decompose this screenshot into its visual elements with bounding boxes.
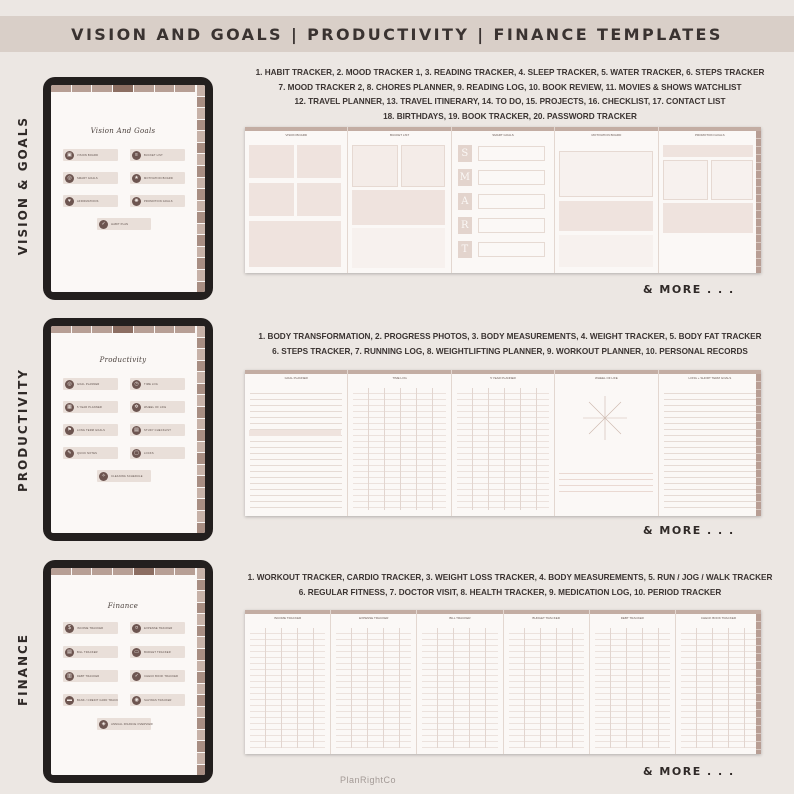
menu-button[interactable]: ✺ PROMOTION GOALS [130,195,185,207]
page-preview: INCOME TRACKER [245,610,331,754]
menu-button[interactable]: ▥ DEBT TRACKER [63,670,118,682]
menu-button[interactable]: ▣ VISION BOARD [63,149,118,161]
tablet-vision [43,77,213,300]
wheel-of-life-chart [581,394,629,442]
menu-button[interactable]: ★ MOTIVATION BOARD [130,172,185,184]
book-icon: ▤ [132,426,141,435]
menu-button[interactable]: ✲ WHEEL OF LIFE [130,401,185,413]
side-tabs[interactable] [197,85,205,292]
menu-button[interactable]: ▬ BANK / CREDIT CARD TRACK [63,694,118,706]
menu-button[interactable]: ▦ 5 YEAR PLANNER [63,401,118,413]
section-productivity [0,312,794,552]
side-label-productivity: PRODUCTIVITY [16,367,30,493]
page-preview: SMART GOALS S M A R T [452,127,555,273]
top-banner [0,16,794,52]
menu-button[interactable]: ♥ AFFIRMATIONS [63,195,118,207]
tablet-screen [51,326,205,533]
menu-button[interactable]: ▢ LOCKS [130,447,185,459]
top-tabs[interactable] [51,85,195,92]
menu-button[interactable]: ◈ ANNUAL FINANCE OVERVIEW [97,718,151,730]
page-preview: TIME LOG [348,370,451,516]
tablet-productivity [43,318,213,541]
list-icon: ≡ [132,151,141,160]
page-preview: MOTIVATION BOARD [555,127,658,273]
screen-title: Productivity [99,356,147,364]
side-label-finance: FINANCE [16,633,30,707]
chart-icon: ▥ [65,672,74,681]
menu-button[interactable]: ¤ EXPENSE TRACKER [130,622,185,634]
template-list-productivity: 1. BODY TRANSFORMATION, 2. PROGRESS PHOTOS, 3. BODY MEASUREMENTS, 4. WEIGHT TRACKER, 5. BODY FAT TRACKER 6. STEPS TRACKER, 7. RUNNING LOG, 8. WEIGHTLIFTING PLANNER, 9. WORKOUT PLANNER, 10. PERSONAL RECORDS [258,332,762,356]
menu-button[interactable]: ✧ CLEANING SCHEDULE [97,470,151,482]
menu-button[interactable]: ▤ BILL TRACKER [63,646,118,658]
cart-icon: ¤ [132,624,141,633]
tablet-screen [51,568,205,775]
top-tabs[interactable] [51,326,195,333]
check-icon: ✓ [99,220,108,229]
page-preview: BUCKET LIST [348,127,451,273]
template-list-vision: 1. HABIT TRACKER, 2. MOOD TRACKER 1, 3. READING TRACKER, 4. SLEEP TRACKER, 5. WATER TRACKER, 6. STEPS TRACKER 7. MOOD TRACKER 2, 8. CHORES PLANNER, 9. READING LOG, 10. BOOK REVIEW, 11. MOVIES & SHOWS WATCHLIST 12. TRAVEL PLANNER, 13. TRAVEL ITINERARY, 14. TO DO, 15. PROJECTS, 16. CHECKLIST, 17. CONTACT LIST 18. BIRTHDAYS, 19. BOOK TRACKER, 20. PASSWORD TRACKER [255,68,765,121]
menu-button[interactable]: ▭ BUDGET TRACKER [130,646,185,658]
receipt-icon: ▤ [65,648,74,657]
page-strip-finance [245,610,761,754]
tablet-finance [43,560,213,783]
side-tabs[interactable] [197,568,205,775]
calendar-icon: ▦ [65,403,74,412]
more-label: & MORE . . . [643,765,735,778]
brand-watermark: PlanRightCo [340,775,397,785]
more-label: & MORE . . . [643,524,735,537]
template-list-finance: 1. WORKOUT TRACKER, CARDIO TRACKER, 3. WEIGHT LOSS TRACKER, 4. BODY MEASUREMENTS, 5. RUN / JOG / WALK TRACKER 6. REGULAR FITNESS, 7. DOCTOR VISIT, 8. HEALTH TRACKER, 9. MEDICATION LOG, 10. PERIOD TRACKER [247,573,773,597]
card-icon: ▬ [67,697,72,703]
overview-icon: ◈ [99,720,108,729]
menu-button[interactable]: ◎ GOAL PLANNER [63,378,118,390]
page-preview: GOAL PLANNER [245,370,348,516]
screen-title: Finance [107,602,139,610]
more-label: & MORE . . . [643,283,735,296]
wallet-icon: ▭ [132,648,141,657]
heart-icon: ♥ [65,197,74,206]
page-preview: EXPENSE TRACKER [331,610,417,754]
menu-button[interactable]: ▤ STUDY CHECKLIST [130,424,185,436]
coins-icon: $ [65,624,74,633]
clock-icon: ◷ [132,380,141,389]
page-preview: VISION BOARD [245,127,348,273]
screen-title: Vision And Goals [90,127,156,135]
page-preview: BILL TRACKER [417,610,503,754]
target-icon: ◎ [65,174,74,183]
side-label-vision: VISION & GOALS [16,116,30,256]
section-finance [0,554,794,794]
page-preview: BUDGET TRACKER [504,610,590,754]
menu-button[interactable]: ◷ TIME LOG [130,378,185,390]
page-preview: PROMOTION GOALS [659,127,761,273]
menu-button[interactable]: ≡ BUCKET LIST [130,149,185,161]
piggy-icon: ◉ [132,696,141,705]
note-icon: ✎ [65,449,74,458]
wheel-icon: ✲ [132,403,141,412]
banner-title: VISION AND GOALS | PRODUCTIVITY | FINANCE TEMPLATES [71,24,723,44]
menu-button[interactable]: ✓ CHECK BOOK TRACKER [130,670,185,682]
check-icon: ✓ [132,672,141,681]
menu-button[interactable]: ✓ HABIT PLAN [97,218,151,230]
broom-icon: ✧ [99,472,108,481]
image-icon: ▣ [65,151,74,160]
page-preview: WHEEL OF LIFE [555,370,658,516]
target-icon: ◎ [65,380,74,389]
page-preview: 5 YEAR PLANNER [452,370,555,516]
menu-button[interactable]: ◎ SMART GOALS [63,172,118,184]
menu-button[interactable]: $ INCOME TRACKER [63,622,118,634]
menu-button[interactable]: ✎ QUICK NOTES [63,447,118,459]
page-preview: CHECK BOOK TRACKER [676,610,761,754]
menu-button[interactable]: ⚑ LONG TERM GOALS [63,424,118,436]
top-tabs[interactable] [51,568,195,575]
page-strip-vision [245,127,761,273]
page-preview: LONG + SHORT TERM GOALS [659,370,761,516]
section-vision [0,64,794,304]
page-strip-productivity [245,370,761,516]
tablet-screen [51,85,205,292]
lock-icon: ▢ [132,449,141,458]
star-icon: ★ [132,174,141,183]
sun-icon: ✺ [132,197,141,206]
side-tabs[interactable] [197,326,205,533]
flag-icon: ⚑ [65,426,74,435]
page-preview: DEBT TRACKER [590,610,676,754]
menu-button[interactable]: ◉ SAVINGS TRACKER [130,694,185,706]
